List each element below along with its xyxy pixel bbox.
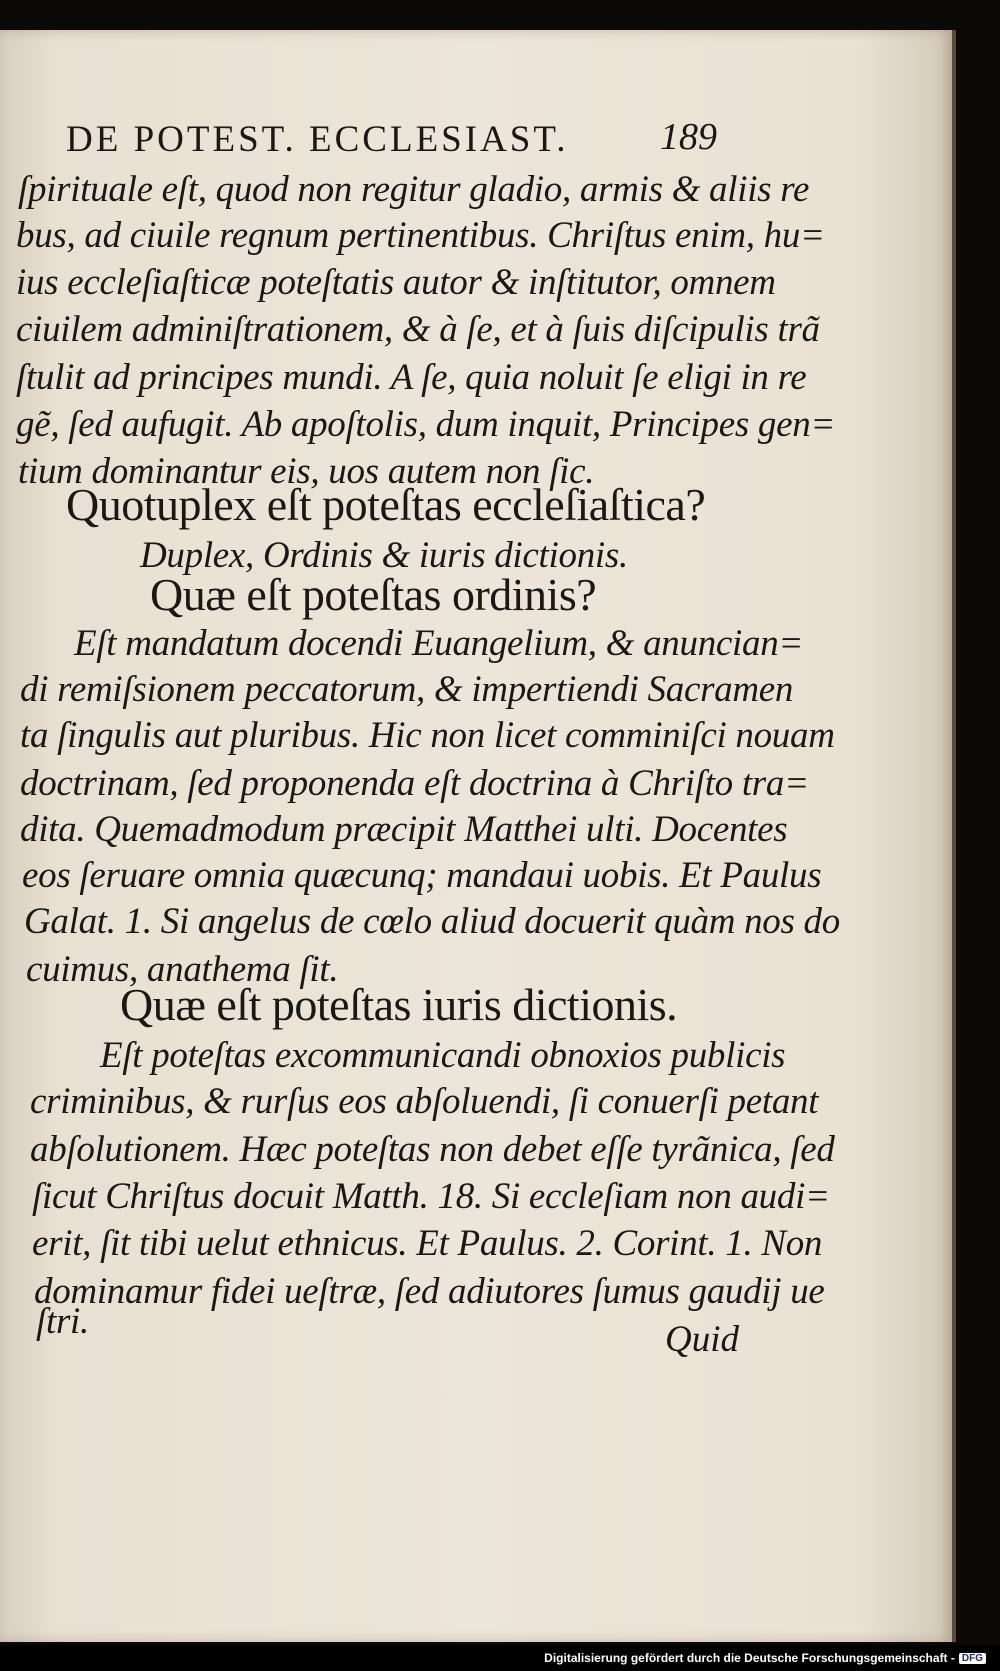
- text-line: ta ſingulis aut pluribus. Hic non licet comminiſci nouam: [20, 715, 835, 756]
- text-line: ſicut Chriſtus docuit Matth. 18. Si eccleſiam non audi=: [32, 1176, 830, 1217]
- text-line: ſtulit ad principes mundi. A ſe, quia noluit ſe eligi in re: [16, 357, 807, 398]
- page-number: 189: [660, 116, 717, 158]
- text-line: dominamur fidei ueſtræ, ſed adiutores ſumus gaudij ue: [34, 1271, 825, 1312]
- text-line: gẽ, ſed aufugit. Ab apoſtolis, dum inquit, Principes gen=: [16, 404, 836, 445]
- text-line: eos ſeruare omnia quæcunq; mandaui uobis. Et Paulus: [22, 855, 822, 896]
- text-line: di remiſsionem peccatorum, & impertiendi Sacramen: [20, 669, 794, 710]
- text-line: ſpirituale eſt, quod non regitur gladio, armis & aliis re: [18, 169, 810, 210]
- text-line: ſtri.: [36, 1301, 89, 1342]
- catchword: Quid: [665, 1319, 739, 1360]
- text-line: erit, ſit tibi uelut ethnicus. Et Paulus. 2. Corint. 1. Non: [32, 1223, 823, 1264]
- text-line: dita. Quemadmodum præcipit Matthei ulti. Docentes: [20, 809, 788, 850]
- footer-credit: Digitalisierung gefördert durch die Deutsche Forschungsgemeinschaft -: [544, 1651, 955, 1665]
- text-line: criminibus, & rurſus eos abſoluendi, ſi conuerſi petant: [30, 1081, 819, 1122]
- text-line: tium dominantur eis, uos autem non ſic.: [18, 451, 595, 492]
- text-line: ciuilem adminiſtrationem, & à ſe, et à ſuis diſcipulis trã: [16, 309, 820, 350]
- page-edge: [952, 30, 956, 1642]
- question-heading: Quotuplex eſt poteſtas eccleſiaſtica?: [66, 479, 706, 530]
- question-heading: Quæ eſt poteſtas iuris dictionis.: [120, 979, 678, 1030]
- text-line: Eſt mandatum docendi Euangelium, & anuncian=: [74, 623, 804, 664]
- answer-line: Duplex, Ordinis & iuris dictionis.: [140, 535, 628, 576]
- question-heading: Quæ eſt poteſtas ordinis?: [150, 569, 597, 620]
- text-line: cuimus, anathema ſit.: [26, 949, 339, 990]
- text-line: abſolutionem. Hæc poteſtas non debet eſſe tyrãnica, ſed: [30, 1129, 835, 1170]
- text-line: ius eccleſiaſticæ poteſtatis autor & inſtitutor, omnem: [16, 262, 776, 303]
- digitization-footer: [0, 1645, 1000, 1671]
- text-line: Eſt poteſtas excommunicandi obnoxios publicis: [100, 1035, 786, 1076]
- running-header: [66, 118, 750, 161]
- text-line: doctrinam, ſed proponenda eſt doctrina à Chriſto tra=: [20, 763, 809, 804]
- running-title: DE POTEST. ECCLESIAST.: [66, 119, 569, 160]
- text-line: bus, ad ciuile regnum pertinentibus. Chriſtus enim, hu=: [16, 215, 825, 256]
- dfg-logo: DFG: [959, 1653, 986, 1664]
- text-line: Galat. 1. Si angelus de cœlo aliud docuerit quàm nos do: [24, 901, 840, 942]
